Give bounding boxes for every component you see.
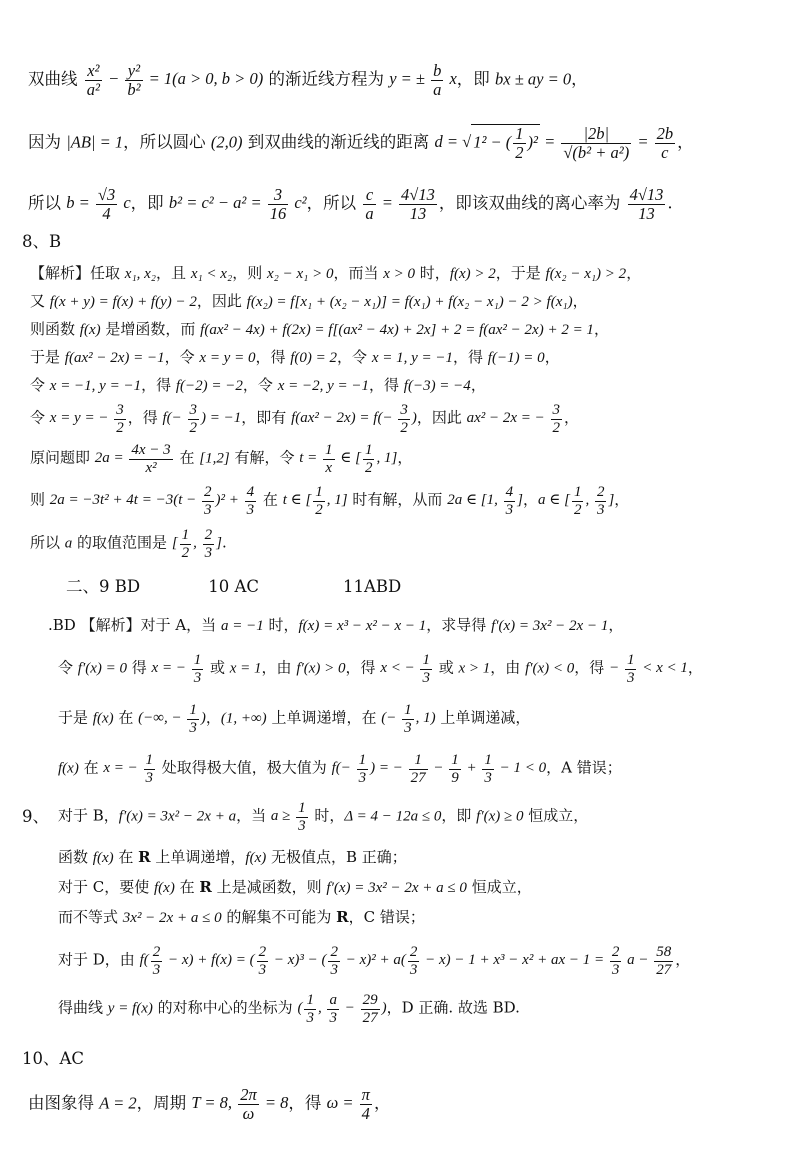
text-line-19: 9、 [22,807,49,826]
text-line-12: 则 2a = −3t² + 4t = −3(t − $\frac{2}{3}$ )² + $\frac{4}{3}$ 在 t ∈ [ $\frac{1}{2}$ , 1] 时有解，从而 2a ∈ [1, $\frac{4}{3}$ ]，a ∈ [ $\frac{1}{2}$ , $\frac{2}{3}$ ]， [30,484,630,518]
text-line-8: 于是 f(ax² − 2x) = −1，令 x = y = 0，得 f(0) = 2，令 x = 1, y = −1，得 f(−1) = 0， [30,348,560,366]
text-line-11: 原问题即 2a = $\frac{4x - 3}{\text{x²}}$ 在 [1,2] 有解，令 t = $\frac{1}{x}$ ∈ [ $\frac{1}{2}$ , 1]， [30,442,413,476]
text-line-18: f(x) 在 x = − $\frac{1}{3}$ 处取得极大值，极大值为 f(− $\frac{1}{3}$ ) = − $\frac{1}{27}$ − $\frac{1}{9}$ + $\frac{1}{3}$ − 1 < 0，A 错误； [58,752,622,786]
text-line-24: 对于 D，由 f( $\frac{2}{3}$ − x) + f(x) = ( $\frac{2}{3}$ − x)³ − ( $\frac{2}{3}$ − x)² + a( $\frac{2}{3}$ − x) − 1 + x³ − x² + ax − 1 = $\frac{2}{3}$ a − $\frac{58}{27}$ ， [58,944,691,978]
text-line-2: 因为 |AB| = 1，所以圆心 (2,0) 到双曲线的渐近线的距离 d = √ 1² − ( $\frac{1}{2}$ )² = $\frac{|2b|}{\text{√(b² + a²)}}$ = $\frac{2b}{c}$ ， [28,124,694,163]
text-line-25: 得曲线 y = f(x) 的对称中心的坐标为 ( $\frac{1}{3}$ , $\frac{a}{3}$ − $\frac{29}{27}$ )，D 正确. 故选 BD. [58,992,520,1026]
text-line-22: 对于 C，要使 f(x) 在 R 上是减函数，则 f′(x) = 3x² − 2x + a ≤ 0 恒成立， [58,878,532,896]
text-line-27: 由图象得 A = 2，周期 T = 8, $\frac{2\pi}{\omega}$ = 8，得 ω = $\frac{\pi}{4}$ ， [28,1085,391,1124]
text-line-20: 对于 B，f′(x) = 3x² − 2x + a，当 a ≥ $\frac{1}{3}$ 时，Δ = 4 − 12a ≤ 0，即 f′(x) ≥ 0 恒成立， [58,800,589,834]
text-line-4: 8、B [22,232,62,251]
text-line-26: 10、AC [22,1049,85,1068]
text-line-21: 函数 f(x) 在 R 上单调递增，f(x) 无极值点，B 正确； [58,848,407,866]
text-line-6: 又 f(x + y) = f(x) + f(y) − 2，因此 f(x₂) = f[x₁ + (x₂ − x₁)] = f(x₁) + f(x₂ − x₁) − 2 > f(x₁)， [30,292,588,310]
text-line-9: 令 x = −1, y = −1，得 f(−2) = −2，令 x = −2, y = −1，得 f(−3) = −4， [30,376,486,394]
text-line-5: 【解析】任取 x₁, x₂，且 x₁ < x₂，则 x₂ − x₁ > 0，而当 x > 0 时，f(x) > 2，于是 f(x₂ − x₁) > 2， [30,264,642,282]
text-line-7: 则函数 f(x) 是增函数，而 f(ax² − 4x) + f(2x) = f[(ax² − 4x) + 2x] + 2 = f(ax² − 2x) + 2 = 1， [30,320,609,338]
text-line-1: 双曲线 $\frac{\text{x²}}{\text{a²}}$ − $\frac{\text{y²}}{\text{b²}}$ = 1(a > 0, b > 0) 的渐近线方程为 y = ± $\frac{b}{a}$ x，即 bx ± ay = 0， [28,61,588,100]
text-line-10: 令 x = y = − $\frac{3}{2}$ ，得 f(− $\frac{3}{2}$ ) = −1，即有 f(ax² − 2x) = f(− $\frac{3}{2}$ )，因此 ax² − 2x = − $\frac{3}{2}$ ， [30,402,580,436]
text-line-23: 而不等式 3x² − 2x + a ≤ 0 的解集不可能为 R，C 错误； [58,908,425,926]
text-line-16: 令 f′(x) = 0 得 x = − $\frac{1}{3}$ 或 x = 1，由 f′(x) > 0，得 x < − $\frac{1}{3}$ 或 x > 1，由 f′(x) < 0，得 − $\frac{1}{3}$ < x < 1， [58,652,703,686]
text-line-13: 所以 a 的取值范围是 [ $\frac{1}{2}$ , $\frac{2}{3}$ ]. [30,527,227,561]
text-line-15: .BD 【解析】对于 A，当 a = −1 时，f(x) = x³ − x² − x − 1，求导得 f′(x) = 3x² − 2x − 1， [48,616,624,634]
text-line-17: 于是 f(x) 在 (−∞, − $\frac{1}{3}$ )，(1, +∞) 上单调递增，在 (− $\frac{1}{3}$ , 1) 上单调递减， [58,702,531,736]
text-line-3: 所以 b = $\frac{√3}{4}$ c，即 b² = c² − a² = $\frac{3}{16}$ c²，所以 $\frac{c}{a}$ = $\frac{4√13}{13}$ ，即该双曲线的离心率为 $\frac{4√13}{13}$ . [28,185,673,224]
text-line-14: 二、9 BD 10 AC 11ABD [66,577,402,596]
